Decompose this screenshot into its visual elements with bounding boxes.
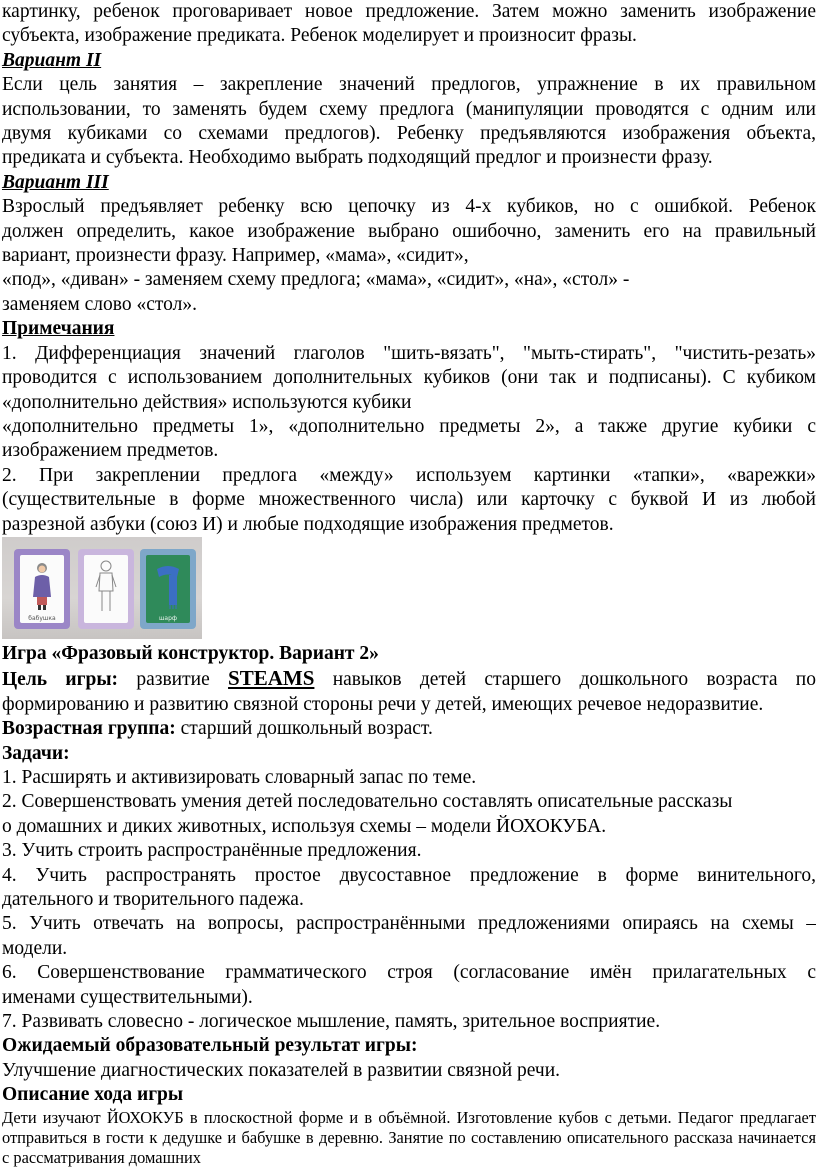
heading-variant-2: Вариант II xyxy=(2,49,102,71)
game-title: Игра «Фразовый конструктор. Вариант 2» xyxy=(2,642,379,664)
note-line: «дополнительно действия» используются кубики xyxy=(2,391,412,413)
result-heading: Ожидаемый образовательный результат игры: xyxy=(2,1035,418,1057)
age-value: старший дошкольный возраст. xyxy=(180,718,433,740)
paragraph-line: вариант, произнести фразу. Например, «мама», «сидит», xyxy=(2,245,469,267)
task-item: 3. Учить строить распространённые предложения. xyxy=(2,840,422,862)
task-item: именами существительными). xyxy=(2,986,253,1008)
scarf-icon xyxy=(153,563,183,609)
note-line: разрезной азбуки (союз И) и любые подходящие изображения предметов. xyxy=(2,513,614,535)
cube-caption: бабушка xyxy=(28,614,56,622)
cube-grandmother xyxy=(14,549,70,629)
paragraph-line: Если цель занятия – закрепление значений предлогов, упражнение в их правильном xyxy=(2,74,816,96)
age-label: Возрастная группа: xyxy=(2,718,176,740)
task-item: дательного и творительного падежа. xyxy=(2,889,304,910)
heading-variant-3: Вариант III xyxy=(2,171,109,193)
task-item: 4. Учить распространять простое двусоставное предложение в форме винительного, xyxy=(2,864,816,886)
description-line: Дети изучают ЙОХОКУБ в плоскостной форме и в объёмной. Изготовление кубов с детьми. Педагог предлагает xyxy=(2,1107,816,1127)
task-item: о домашних и диких животных, используя схемы – модели ЙОХОКУБА. xyxy=(2,815,607,837)
goal-line: формированию и развитию связной стороны речи у детей, имеющих речевое недоразвитие. xyxy=(2,693,764,715)
outline-person-icon xyxy=(94,559,118,615)
task-item: 1. Расширять и активизировать словарный запас по теме. xyxy=(2,766,477,788)
task-item: модели. xyxy=(2,937,68,959)
cube-caption: шарф xyxy=(158,614,178,622)
cube-scarf xyxy=(140,549,196,629)
result-text: Улучшение диагностических показателей в развитии связной речи. xyxy=(2,1059,561,1081)
paragraph-line: Взрослый предъявляет ребенку всю цепочку из 4-х кубиков, но с ошибкой. Ребенок xyxy=(2,196,816,218)
task-item: 6. Совершенствование грамматического строя (согласование имён прилагательных с xyxy=(2,962,816,984)
description-line: отправиться в гости к дедушке и бабушке в деревню. Занятие по составлению описательного рассказа начинается xyxy=(2,1127,816,1147)
paragraph-line: «под», «диван» - заменяем схему предлога; «мама», «сидит», «на», «стол» - xyxy=(2,269,630,291)
goal-line xyxy=(0,666,816,692)
paragraph-line: использовании, то заменять будем схему предлога (манипуляции проводятся с одним или xyxy=(2,98,816,120)
age-line xyxy=(0,717,816,741)
note-line: 2. При закреплении предлога «между» используем картинки «тапки», «варежки» xyxy=(2,464,816,486)
task-item: 2. Совершенствовать умения детей последовательно составлять описательные рассказы xyxy=(2,791,733,813)
cube-outline-figure xyxy=(78,549,134,629)
goal-text: развитие xyxy=(136,669,210,691)
note-line: «дополнительно предметы 1», «дополнительно предметы 2», а также другие кубики с xyxy=(2,415,816,437)
grandmother-figure-icon xyxy=(30,561,54,611)
goal-label: Цель игры: xyxy=(2,669,119,691)
note-line: проводится с использованием дополнительных кубиков (они так и подписаны). С кубиком xyxy=(2,367,816,389)
goal-text: навыков детей старшего дошкольного возраста по xyxy=(332,669,816,691)
description-line: с рассматривания домашних xyxy=(2,1148,201,1168)
cubes-photo xyxy=(2,537,202,639)
tasks-heading: Задачи: xyxy=(2,742,70,764)
paragraph-line: должен определить, какое изображение выбрано ошибочно, заменить его на правильный xyxy=(2,220,816,242)
paragraph-line: предиката и субъекта. Необходимо выбрать подходящий предлог и произнести фразу. xyxy=(2,147,713,169)
heading-notes: Примечания xyxy=(2,318,115,340)
note-line: 1. Дифференциация значений глаголов "шить-вязать", "мыть-стирать", "чистить-резать» xyxy=(2,342,816,364)
note-line: изображением предметов. xyxy=(2,440,219,462)
paragraph-line: субъекта, изображение предиката. Ребенок моделирует и произносит фразы. xyxy=(2,25,637,47)
task-item: 7. Развивать словесно - логическое мышление, память, зрительное восприятие. xyxy=(2,1011,661,1033)
paragraph-line: картинку, ребенок проговаривает новое предложение. Затем можно заменить изображение xyxy=(2,1,816,22)
note-line: (существительные в форме множественного числа) или карточку с буквой И из любой xyxy=(2,489,816,511)
task-item: 5. Учить отвечать на вопросы, распространёнными предложениями опираясь на схемы – xyxy=(2,913,816,935)
paragraph-line: заменяем слово «стол». xyxy=(2,293,197,315)
paragraph-line: двумя кубиками со схемами предлогов). Ребенку предъявляются изображения объекта, xyxy=(2,123,816,145)
description-heading: Описание хода игры xyxy=(2,1084,184,1106)
steams-term: STEAMS xyxy=(228,666,315,691)
